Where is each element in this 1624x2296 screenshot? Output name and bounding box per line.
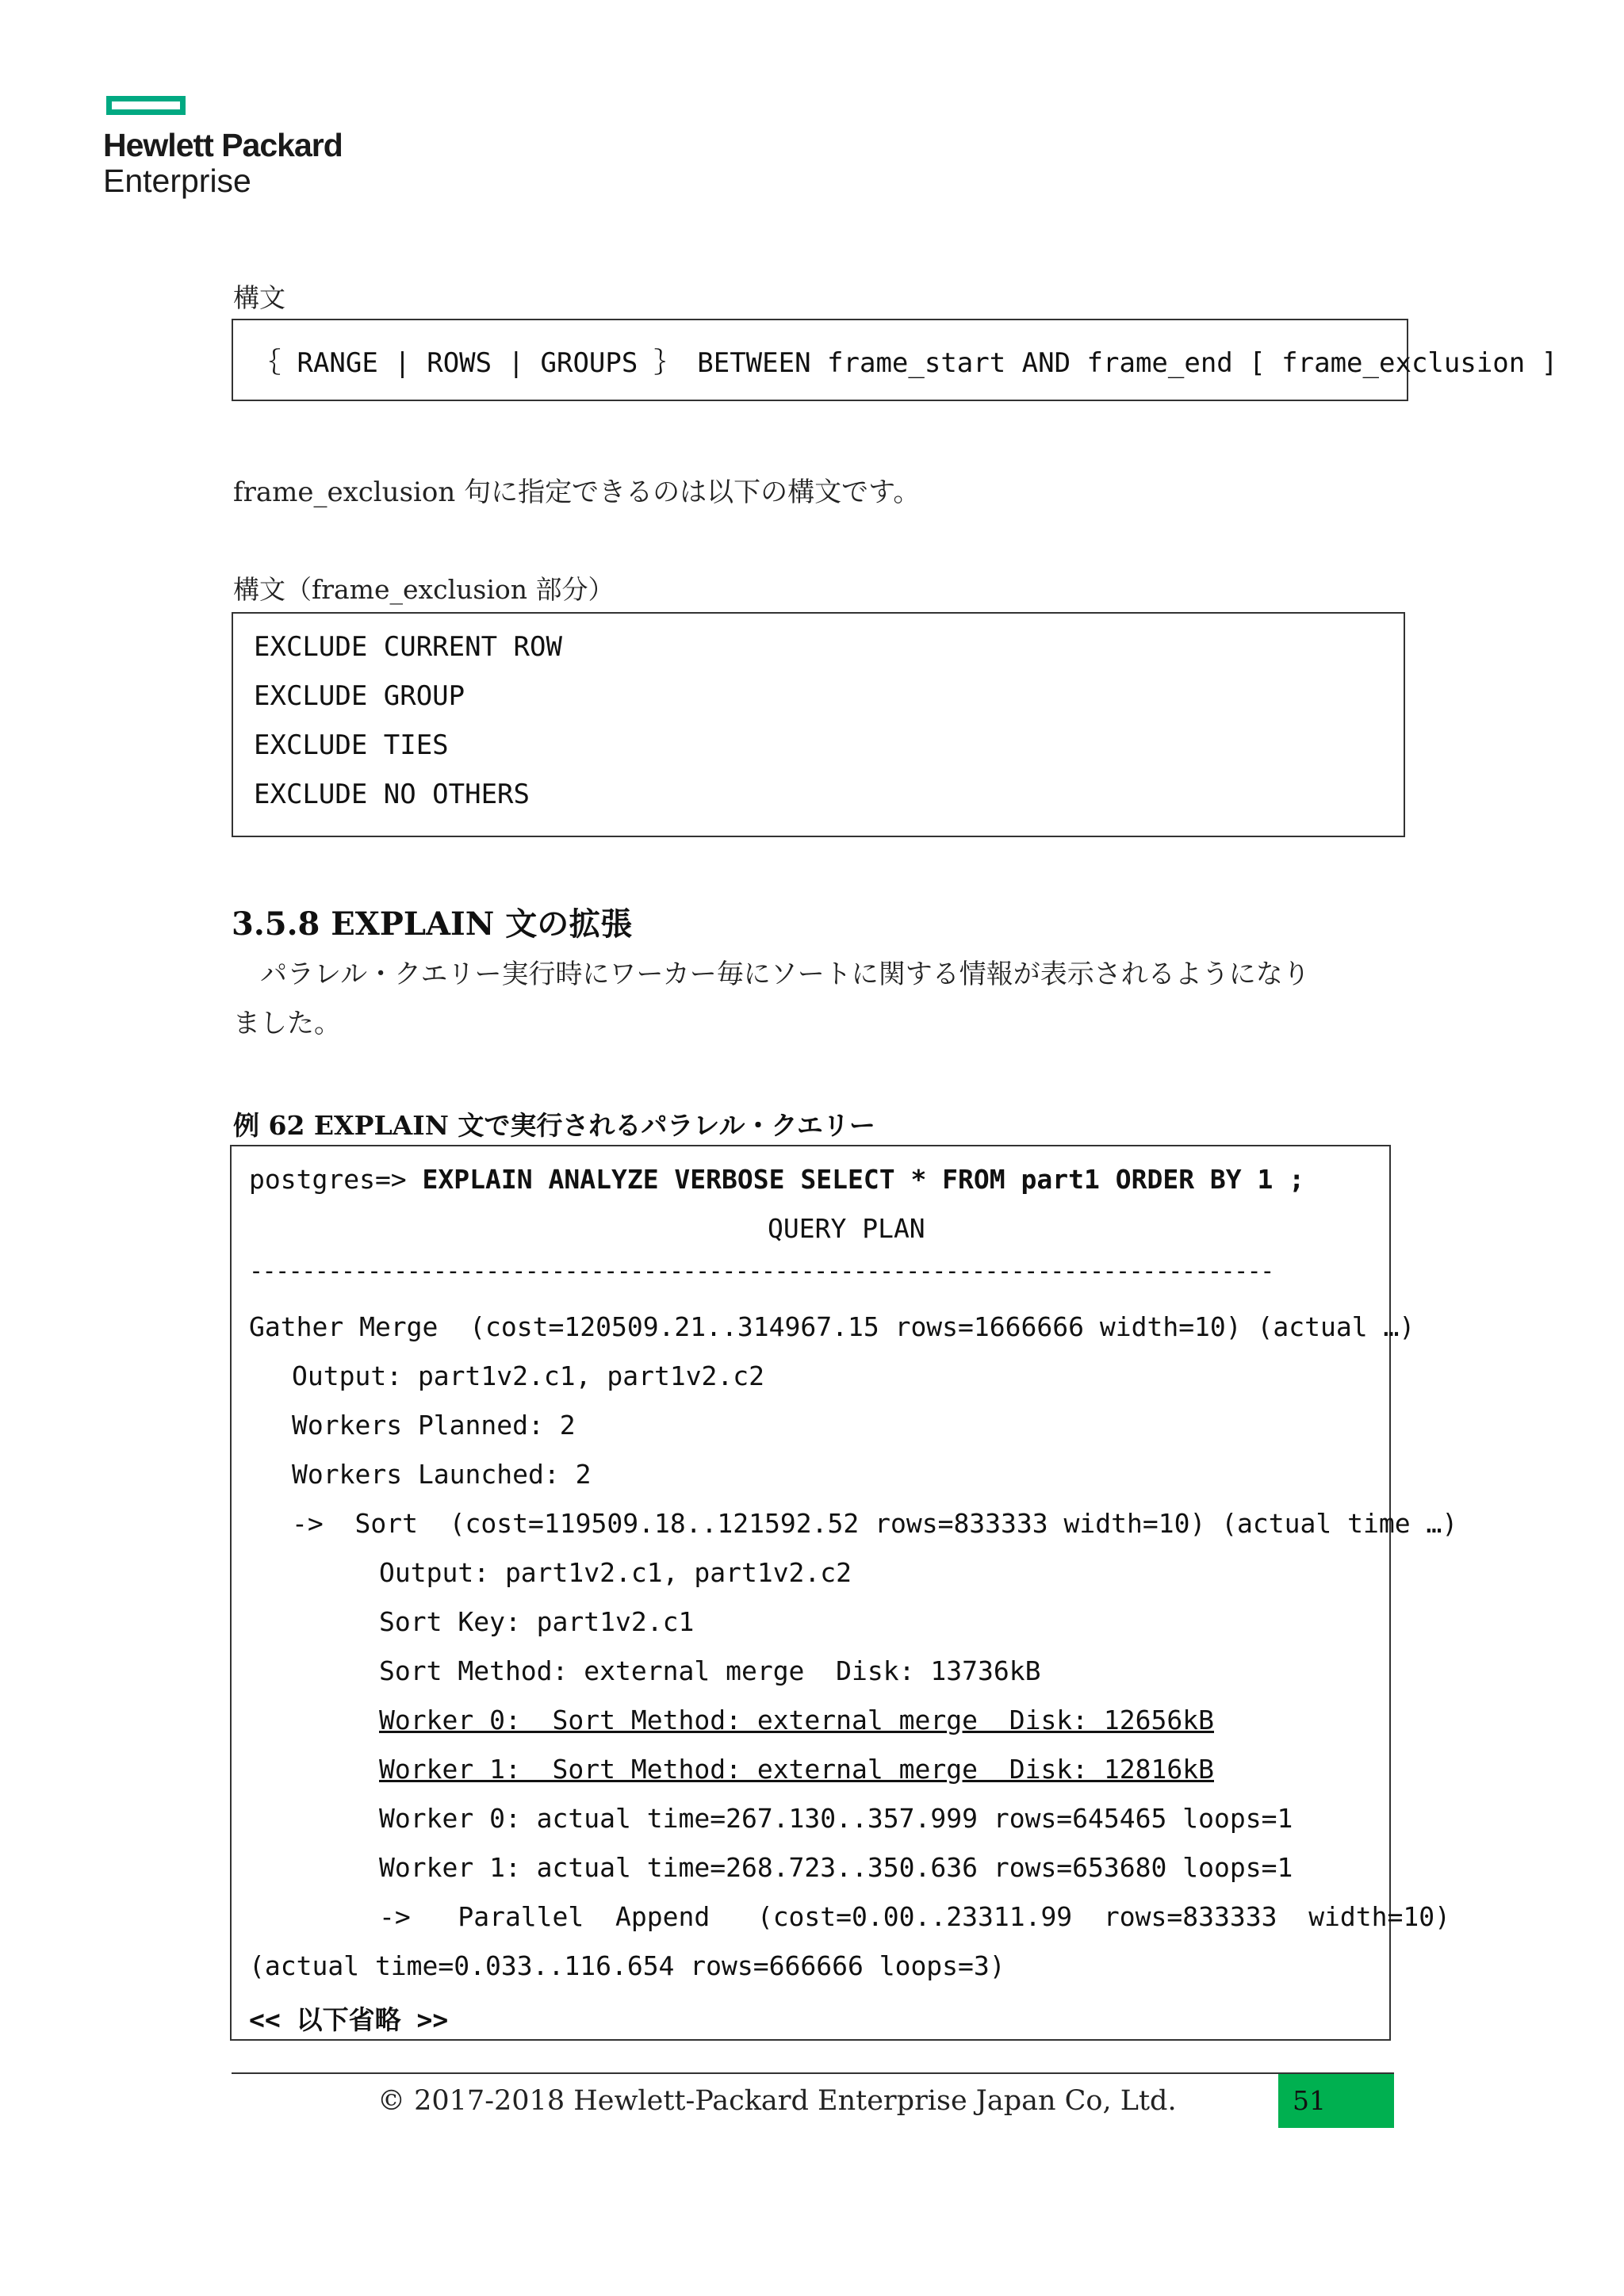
plan-line: Gather Merge (cost=120509.21..314967.15 rows=1666666 width=10) (actual …) [249, 1311, 1415, 1342]
section-paragraph-line2: ました。 [233, 1008, 341, 1039]
plan-line: Workers Planned: 2 [292, 1410, 576, 1441]
query-plan-header: QUERY PLAN [768, 1213, 925, 1244]
exclusion-syntax-box [232, 612, 1405, 837]
command-line [249, 1164, 1304, 1195]
logo-line-2: Enterprise [103, 163, 251, 199]
syntax-label: 構文 [233, 282, 285, 313]
plan-line: Worker 0: actual time=267.130..357.999 rows=645465 loops=1 [379, 1803, 1293, 1834]
command: EXPLAIN ANALYZE VERBOSE SELECT * FROM part1 ORDER BY 1 ; [422, 1164, 1305, 1195]
syntax-box [232, 319, 1558, 401]
frame-exclusion-paragraph: frame_exclusion 句に指定できるのは以下の構文です。 [233, 476, 921, 508]
worker-sort-line: Worker 0: Sort Method: external merge Disk: 12656kB [379, 1705, 1214, 1735]
explain-code-box [230, 1145, 1458, 2041]
plan-line: -> Sort (cost=119509.18..121592.52 rows=833333 width=10) (actual time …) [292, 1508, 1458, 1539]
hpe-logo-element [106, 96, 186, 115]
separator-line: ------------------------------------------------------------------------------ [249, 1257, 1274, 1285]
plan-line: Sort Key: part1v2.c1 [379, 1606, 695, 1637]
syntax-code: ｛ RANGE | ROWS | GROUPS ｝ BETWEEN frame_start AND frame_end [ frame_exclusion ] [254, 347, 1558, 379]
page-number: 51 [1293, 2085, 1326, 2116]
worker-sort-line: Worker 1: Sort Method: external merge Disk: 12816kB [379, 1754, 1214, 1785]
footer-copyright: © 2017-2018 Hewlett-Packard Enterprise Japan Co, Ltd. [377, 2085, 1177, 2117]
plan-line: -> Parallel Append (cost=0.00..23311.99 rows=833333 width=10) [379, 1901, 1451, 1932]
plan-line: (actual time=0.033..116.654 rows=666666 loops=3) [249, 1950, 1005, 1981]
exclusion-line: EXCLUDE NO OTHERS [254, 779, 530, 810]
plan-line: Workers Launched: 2 [292, 1459, 592, 1490]
exclusion-line: EXCLUDE TIES [254, 729, 449, 761]
plan-line: Output: part1v2.c1, part1v2.c2 [292, 1360, 765, 1391]
plan-line: Sort Method: external merge Disk: 13736kB [379, 1655, 1041, 1686]
syntax-label-2: 構文（frame_exclusion 部分） [233, 574, 615, 605]
logo-line-1: Hewlett Packard [103, 127, 343, 163]
section-heading: 3.5.8 EXPLAIN 文の拡張 [232, 905, 633, 943]
exclusion-line: EXCLUDE GROUP [254, 680, 465, 712]
omitted-note: << 以下省略 >> [249, 2004, 449, 2035]
plan-line: Worker 1: actual time=268.723..350.636 rows=653680 loops=1 [379, 1852, 1293, 1883]
footer-divider [232, 2072, 1394, 2074]
section-paragraph-line1: パラレル・クエリー実行時にワーカー毎にソートに関する情報が表示されるようになり [260, 959, 1310, 990]
exclusion-line: EXCLUDE CURRENT ROW [254, 631, 562, 663]
plan-line: Output: part1v2.c1, part1v2.c2 [379, 1557, 852, 1588]
example-caption: 例 62 EXPLAIN 文で実行されるパラレル・クエリー [233, 1110, 875, 1141]
prompt: postgres=> [249, 1164, 423, 1195]
